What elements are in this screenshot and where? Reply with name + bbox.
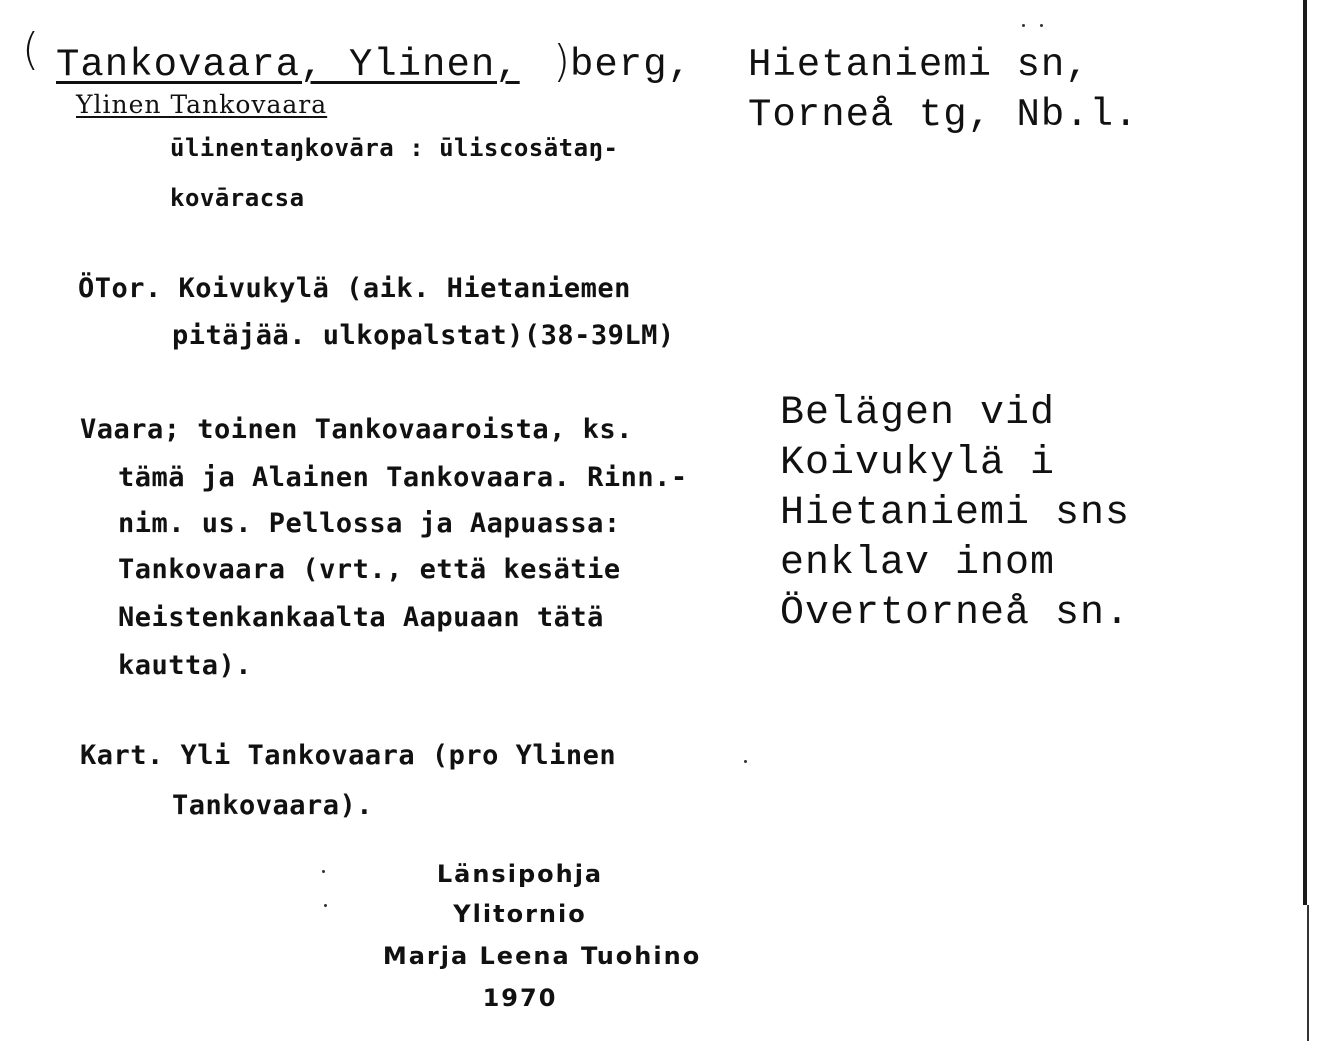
subtitle-name: Ylinen Tankovaara <box>76 90 328 119</box>
ink-speck <box>1022 24 1025 27</box>
location-line-2: pitäjää. ulkopalstat)(38-39LM) <box>172 320 675 351</box>
stamp-collector: Marja Leena Tuohino <box>382 942 702 970</box>
description-line: Vaara; toinen Tankovaaroista, ks. <box>80 414 633 445</box>
stamp-parish: Ylitornio <box>453 900 587 928</box>
pronunciation-line-2: kovāracsa <box>170 184 305 212</box>
ink-speck <box>744 760 747 763</box>
map-note-line-1: Kart. Yli Tankovaara (pro Ylinen <box>80 740 617 771</box>
district-line: Torneå tg, Nb.l. <box>748 93 1139 137</box>
card-edge-line-lower <box>1307 905 1309 1041</box>
swedish-note-line: enklav inom <box>780 541 1056 586</box>
ink-speck <box>324 904 327 907</box>
location-line-1: ÖTor. Koivukylä (aik. Hietaniemen <box>78 273 631 304</box>
swedish-note-line: Övertorneå sn. <box>780 591 1131 636</box>
stamp-region: Länsipohja <box>436 860 604 888</box>
description-line: Tankovaara (vrt., että kesätie <box>118 554 621 585</box>
pronunciation-line-1: ūlinentaŋkovāra : ūliscosätaŋ- <box>170 134 619 162</box>
swedish-note-line: Hietaniemi sns <box>780 491 1131 536</box>
swedish-note-line: Koivukylä i <box>780 441 1056 486</box>
parish-line: Hietaniemi sn, <box>748 43 1090 87</box>
headword: Tankovaara, Ylinen, <box>56 43 520 87</box>
card-edge-line <box>1303 0 1307 905</box>
description-line: nim. us. Pellossa ja Aapuassa: <box>118 508 621 539</box>
close-parenthesis: ) <box>553 36 571 87</box>
swedish-note-line: Belägen vid <box>780 391 1056 436</box>
description-line: Neistenkankaalta Aapuaan tätä <box>118 602 604 633</box>
description-line: kautta). <box>118 650 253 681</box>
description-line: tämä ja Alainen Tankovaara. Rinn.- <box>118 462 688 493</box>
ink-speck <box>322 870 325 873</box>
ink-speck <box>1040 24 1043 27</box>
stamp-year: 1970 <box>482 984 558 1012</box>
open-parenthesis: ( <box>22 24 40 75</box>
object-type: berg, <box>570 43 693 87</box>
map-note-line-2: Tankovaara). <box>172 790 374 821</box>
